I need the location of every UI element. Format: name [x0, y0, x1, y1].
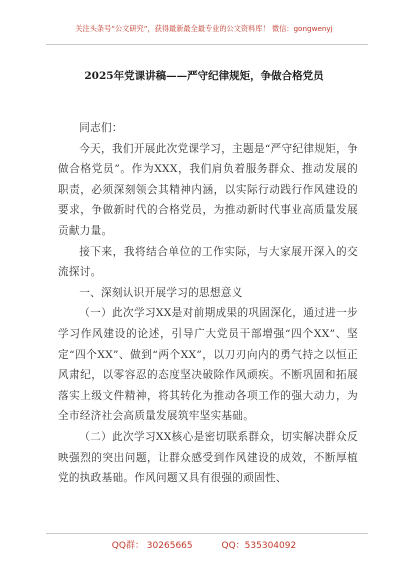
- paragraph: 今天，我们开展此次党课学习，主题是“严守纪律规矩，争做合格党员”。作为XXX，我们肩负着服务群众、推动发展的职责，必须深刻领会其精神内涵，以实际行动践行作风建设的要求，争做新时代的合格党员，为推动新时代事业高质量发展贡献力量。: [58, 142, 358, 237]
- footer-qq-group: QQ群： 30265665: [111, 541, 193, 551]
- paragraph: （二）此次学习XX核心是密切联系群众，切实解决群众反映强烈的突出问题，让群众感受到作风建设的成效，不断厚植党的执政基础。作风问题又具有很强的顽固性、: [58, 430, 358, 485]
- document-body: [58, 118, 358, 489]
- footer-qq: QQ：535304092: [221, 541, 297, 551]
- document-title: 2025年党课讲稿——严守纪律规矩，争做合格党员: [84, 70, 324, 82]
- section-heading: 一、深刻认识开展学习的思想意义: [79, 286, 243, 299]
- footer-divider: [46, 533, 368, 534]
- paragraph: 接下来，我将结合单位的工作实际，与大家展开深入的交流探讨。: [58, 245, 358, 279]
- footer: [0, 538, 408, 551]
- salutation: 同志们：: [79, 122, 123, 134]
- header-banner: 关注头条号“公文研究”，获得最新最全最专业的公文资料库！ 微信：gongwenyj: [75, 24, 333, 33]
- paragraph: （一）此次学习XX是对前期成果的巩固深化，通过进一步学习作风建设的论述，引导广大党员干部增强“四个XX”、坚定“四个XX”、做到“两个XX”，以刀刃向内的勇气持之以恒正风肃纪，以零容忍的态度坚决破除作风顽疾。不断巩固和拓展落实上级文件精神，将其转化为推动各项工作的强大动力，为全市经济社会高质量发展筑牢坚实基础。: [58, 307, 358, 423]
- header-divider: [46, 44, 368, 45]
